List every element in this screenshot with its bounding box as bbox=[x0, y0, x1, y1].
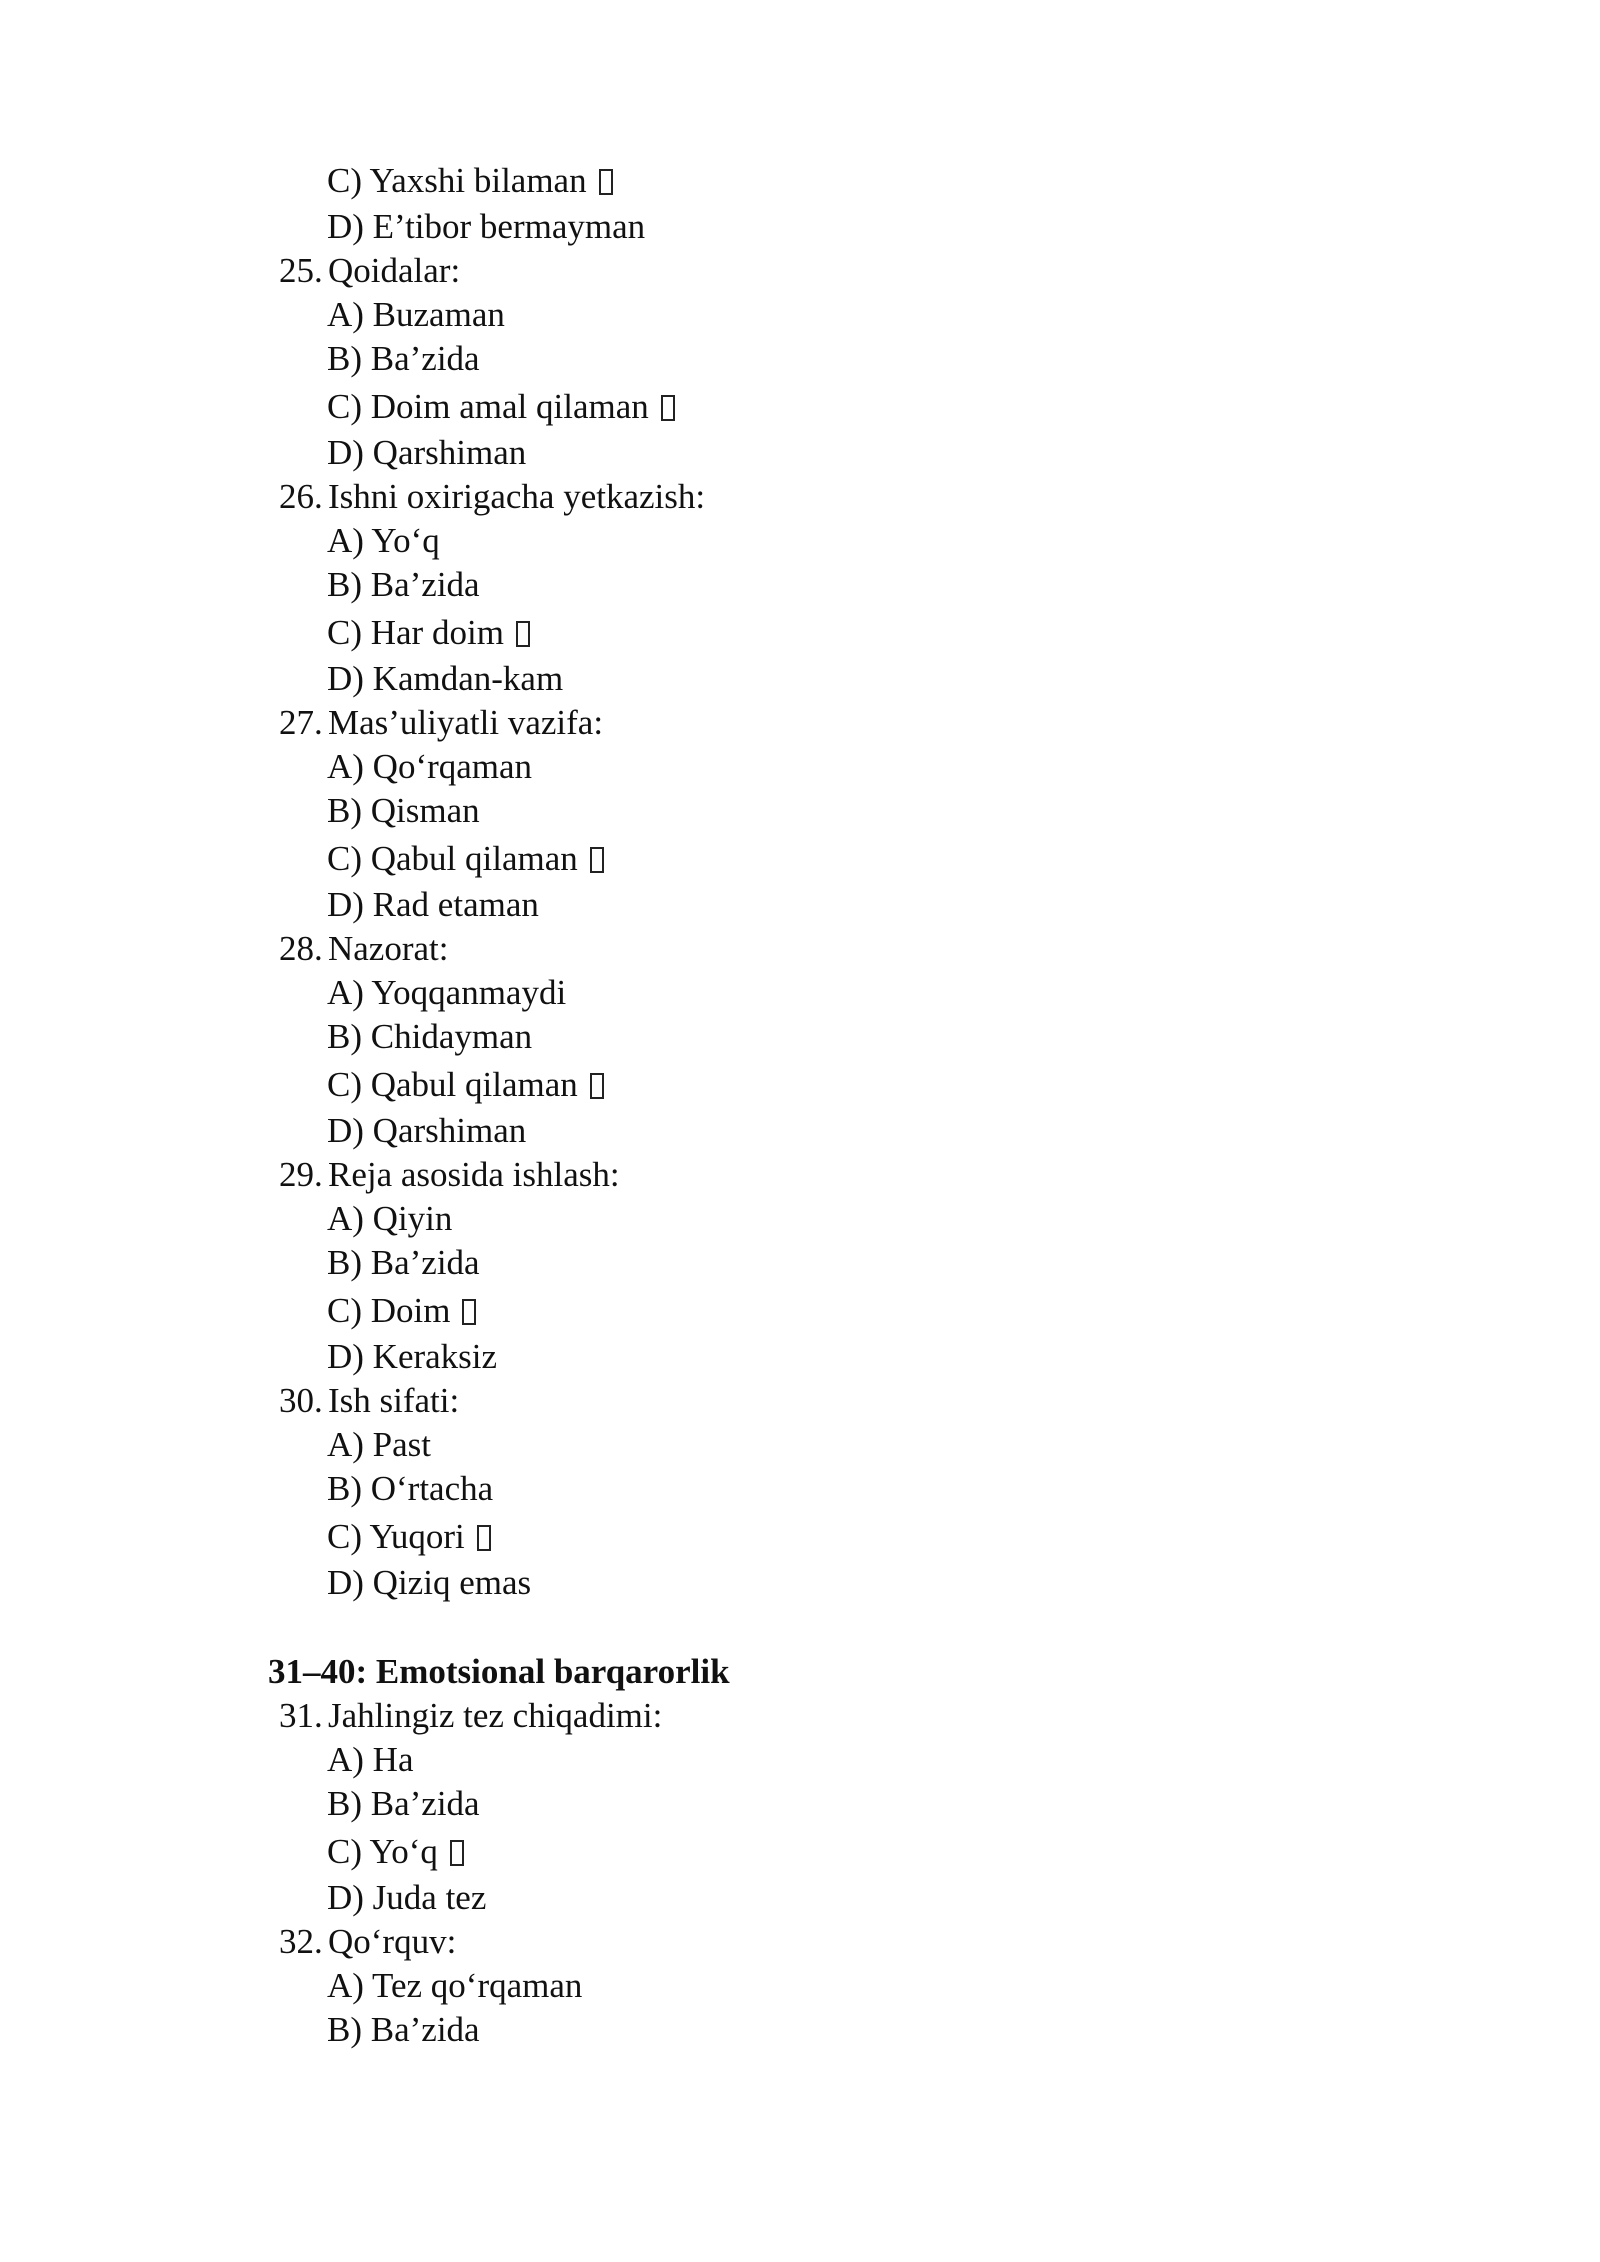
option-line bbox=[327, 1561, 531, 1605]
answer-mark-icon bbox=[599, 169, 613, 195]
option-text: D) Kamdan-kam bbox=[327, 659, 564, 698]
question-text: Mas’uliyatli vazifa: bbox=[328, 703, 604, 742]
option-text: D) Juda tez bbox=[327, 1878, 487, 1917]
option-line bbox=[327, 1197, 452, 1241]
option-line bbox=[327, 1964, 582, 2008]
option-text: B) Ba’zida bbox=[327, 339, 480, 378]
question-text: Nazorat: bbox=[328, 929, 449, 968]
question-30 bbox=[279, 1379, 459, 1423]
question-number: 26. bbox=[279, 477, 323, 516]
option-text: A) Yo‘q bbox=[327, 521, 440, 560]
option-text: B) Qisman bbox=[327, 791, 480, 830]
option-text: A) Tez qo‘rqaman bbox=[327, 1966, 583, 2005]
option-text: B) Ba’zida bbox=[327, 565, 480, 604]
option-line bbox=[327, 1782, 480, 1826]
question-text: Qo‘rquv: bbox=[328, 1922, 457, 1961]
option-line bbox=[327, 1515, 491, 1559]
question-27 bbox=[279, 701, 603, 745]
option-line bbox=[327, 1738, 414, 1782]
question-29 bbox=[279, 1153, 620, 1197]
option-line bbox=[327, 789, 480, 833]
option-line bbox=[327, 883, 539, 927]
question-number: 27. bbox=[279, 703, 323, 742]
question-32 bbox=[279, 1920, 456, 1964]
question-text: Ishni oxirigacha yetkazish: bbox=[328, 477, 706, 516]
option-text: C) Yo‘q bbox=[327, 1832, 438, 1871]
option-text: C) Qabul qilaman bbox=[327, 1065, 578, 1104]
question-number: 25. bbox=[279, 251, 323, 290]
question-text: Reja asosida ishlash: bbox=[328, 1155, 620, 1194]
option-text: D) E’tibor bermayman bbox=[327, 207, 646, 246]
option-line bbox=[327, 837, 604, 881]
option-line bbox=[327, 2008, 480, 2052]
question-number: 31. bbox=[279, 1696, 323, 1735]
option-line bbox=[327, 1241, 480, 1285]
option-text: B) Chidayman bbox=[327, 1017, 533, 1056]
option-text: D) Keraksiz bbox=[327, 1337, 498, 1376]
answer-mark-icon bbox=[516, 621, 530, 647]
answer-mark-icon bbox=[661, 395, 675, 421]
question-number: 29. bbox=[279, 1155, 323, 1194]
option-line bbox=[327, 1015, 532, 1059]
option-line bbox=[327, 431, 526, 475]
option-text: C) Qabul qilaman bbox=[327, 839, 578, 878]
option-text: B) Ba’zida bbox=[327, 1243, 480, 1282]
option-line bbox=[327, 971, 566, 1015]
option-text: A) Qiyin bbox=[327, 1199, 453, 1238]
option-line bbox=[327, 1335, 497, 1379]
option-line bbox=[327, 1876, 486, 1920]
answer-mark-icon bbox=[590, 1073, 604, 1099]
option-line bbox=[327, 1830, 464, 1874]
option-line bbox=[327, 563, 480, 607]
option-text: C) Doim amal qilaman bbox=[327, 387, 649, 426]
option-line bbox=[327, 1109, 526, 1153]
option-line bbox=[327, 1063, 604, 1107]
option-text: D) Qarshiman bbox=[327, 1111, 527, 1150]
option-text: C) Har doim bbox=[327, 613, 504, 652]
option-line bbox=[327, 1289, 476, 1333]
question-text: Jahlingiz tez chiqadimi: bbox=[328, 1696, 663, 1735]
option-line bbox=[327, 657, 563, 701]
option-line bbox=[327, 337, 480, 381]
option-line bbox=[327, 745, 532, 789]
option-text: A) Qo‘rqaman bbox=[327, 747, 533, 786]
question-31 bbox=[279, 1694, 662, 1738]
option-text: C) Yaxshi bilaman bbox=[327, 161, 587, 200]
option-text: B) Ba’zida bbox=[327, 1784, 480, 1823]
option-text: C) Yuqori bbox=[327, 1517, 465, 1556]
answer-mark-icon bbox=[477, 1525, 491, 1551]
question-text: Ish sifati: bbox=[328, 1381, 460, 1420]
option-line bbox=[327, 385, 675, 429]
option-text: D) Qarshiman bbox=[327, 433, 527, 472]
option-line bbox=[327, 519, 440, 563]
option-text: A) Past bbox=[327, 1425, 432, 1464]
question-number: 28. bbox=[279, 929, 323, 968]
option-line bbox=[327, 1467, 493, 1511]
option-line bbox=[327, 1423, 431, 1467]
option-text: A) Buzaman bbox=[327, 295, 505, 334]
question-number: 32. bbox=[279, 1922, 323, 1961]
option-text: B) O‘rtacha bbox=[327, 1469, 494, 1508]
option-text: D) Qiziq emas bbox=[327, 1563, 532, 1602]
option-line bbox=[327, 159, 613, 203]
section-heading: 31–40: Emotsional barqarorlik bbox=[268, 1652, 730, 1691]
option-text: D) Rad etaman bbox=[327, 885, 539, 924]
question-25 bbox=[279, 249, 460, 293]
question-number: 30. bbox=[279, 1381, 323, 1420]
option-text: A) Yoqqanmaydi bbox=[327, 973, 567, 1012]
answer-mark-icon bbox=[450, 1840, 464, 1866]
option-line bbox=[327, 205, 645, 249]
question-28 bbox=[279, 927, 448, 971]
option-text: A) Ha bbox=[327, 1740, 414, 1779]
option-line bbox=[327, 611, 530, 655]
option-text: C) Doim bbox=[327, 1291, 451, 1330]
question-text: Qoidalar: bbox=[328, 251, 461, 290]
answer-mark-icon bbox=[590, 847, 604, 873]
question-26 bbox=[279, 475, 705, 519]
option-text: B) Ba’zida bbox=[327, 2010, 480, 2049]
option-line bbox=[327, 293, 505, 337]
answer-mark-icon bbox=[462, 1299, 476, 1325]
